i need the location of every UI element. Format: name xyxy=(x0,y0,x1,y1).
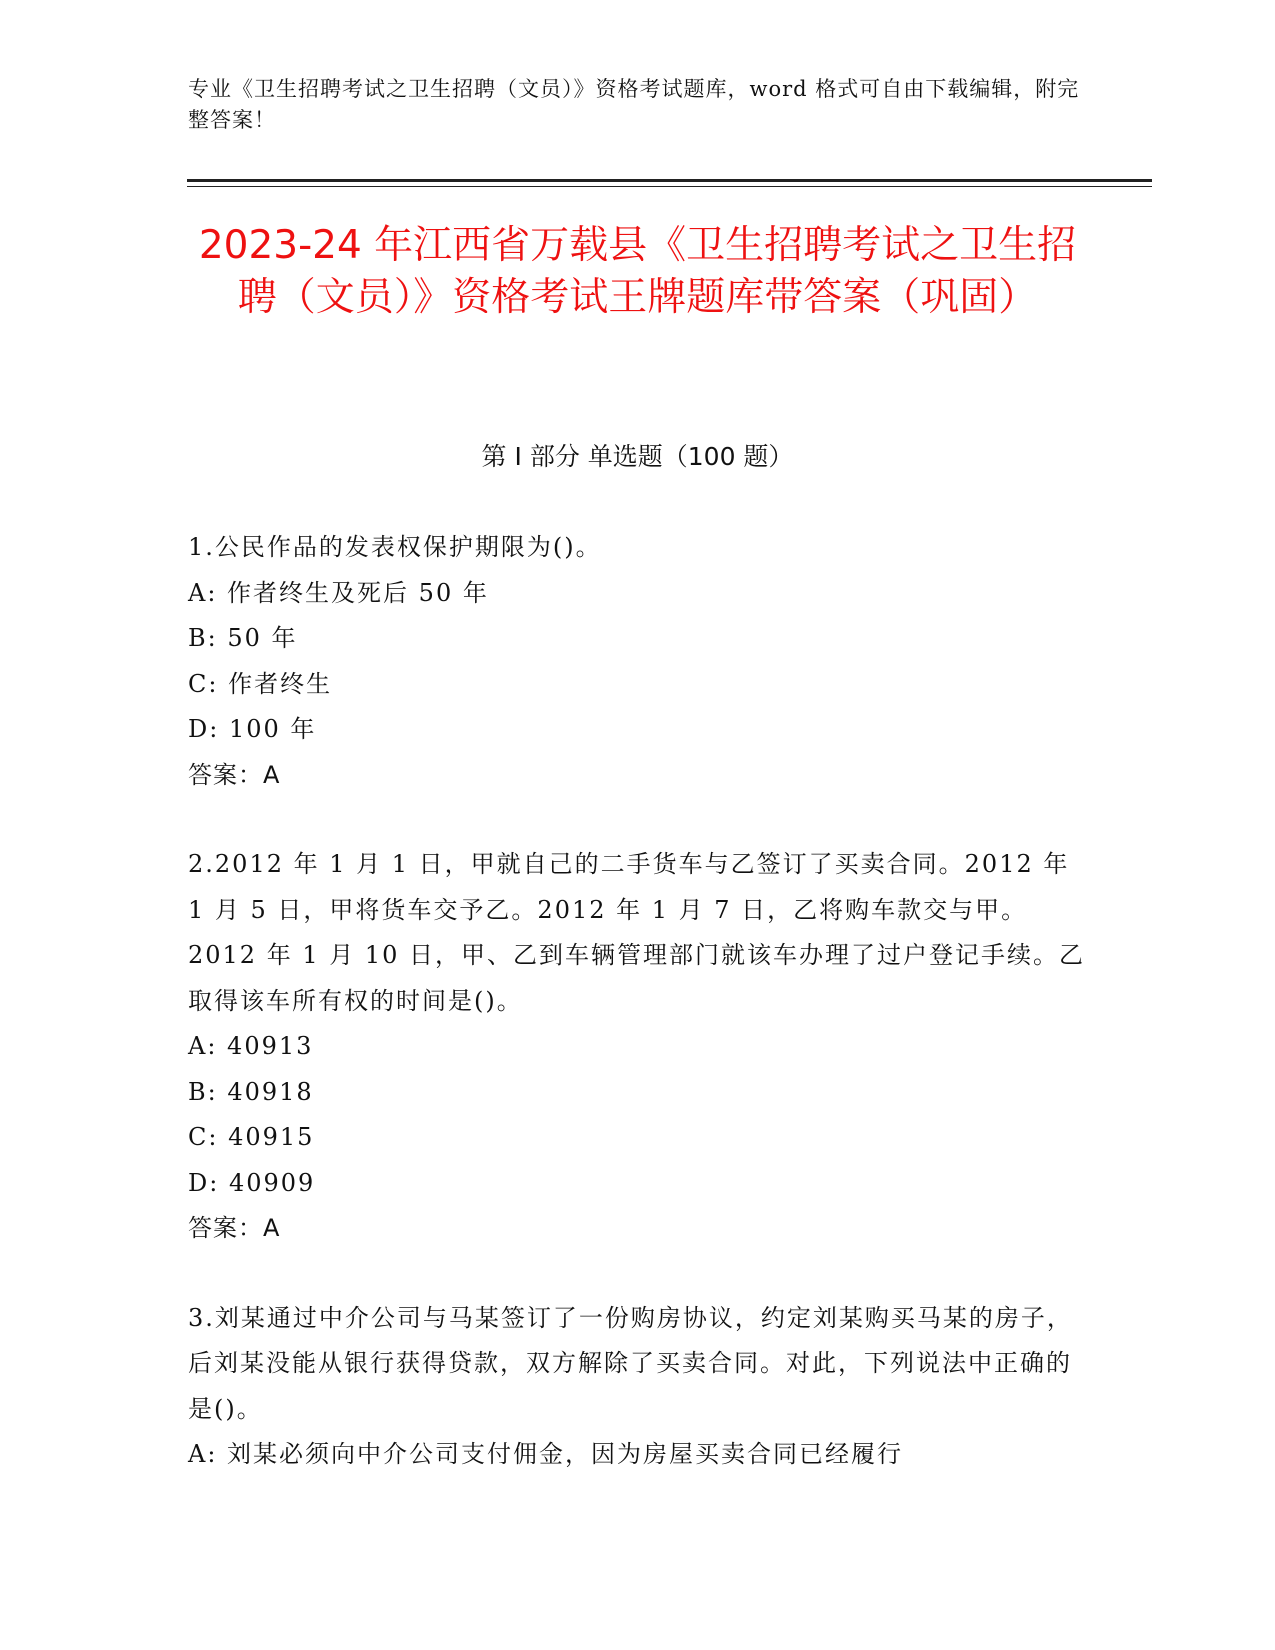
document-title: 2023-24 年江西省万载县《卫生招聘考试之卫生招聘（文员）》资格考试王牌题库带答案（巩固） xyxy=(198,223,1077,320)
answer-line: 答案：A xyxy=(188,1214,281,1242)
question-list xyxy=(188,525,1088,1522)
header-divider-thick xyxy=(187,179,1152,182)
answer-line: 答案：A xyxy=(188,760,281,789)
section-heading: 第 I 部分 单选题（100 题） xyxy=(481,442,794,471)
option-c: C: 作者终生 xyxy=(188,669,333,698)
question-stem: 2.2012 年 1 月 1 日，甲就自己的二手货车与乙签订了买卖合同。2012 年 1 月 5 日，甲将货车交予乙。2012 年 1 月 7 日，乙将购车款交与甲。2012 年 1 月 10 日，甲、乙到车辆管理部门就该车办理了过户登记手续。乙取得该车所有权的时间是()。 xyxy=(188,850,1086,1015)
question-2 xyxy=(188,842,1088,1252)
document-header-note: 专业《卫生招聘考试之卫生招聘（文员）》资格考试题库，word 格式可自由下载编辑，附完整答案！ xyxy=(188,77,1080,132)
option-d: D: 40909 xyxy=(188,1168,316,1197)
header-divider-thin xyxy=(187,186,1152,187)
option-c: C: 40915 xyxy=(188,1123,315,1151)
option-b: B: 50 年 xyxy=(188,624,298,652)
option-b: B: 40918 xyxy=(188,1077,314,1106)
option-a: A: 刘某必须向中介公司支付佣金，因为房屋买卖合同已经履行 xyxy=(188,1440,904,1468)
question-3 xyxy=(188,1296,1088,1478)
option-a: A: 作者终生及死后 50 年 xyxy=(188,578,489,607)
option-a: A: 40913 xyxy=(188,1032,314,1060)
question-1 xyxy=(188,525,1088,798)
question-stem: 3.刘某通过中介公司与马某签订了一份购房协议，约定刘某购买马某的房子，后刘某没能从银行获得贷款，双方解除了买卖合同。对此，下列说法中正确的是()。 xyxy=(188,1303,1073,1423)
question-stem: 1.公民作品的发表权保护期限为()。 xyxy=(188,533,602,561)
option-d: D: 100 年 xyxy=(188,715,317,743)
